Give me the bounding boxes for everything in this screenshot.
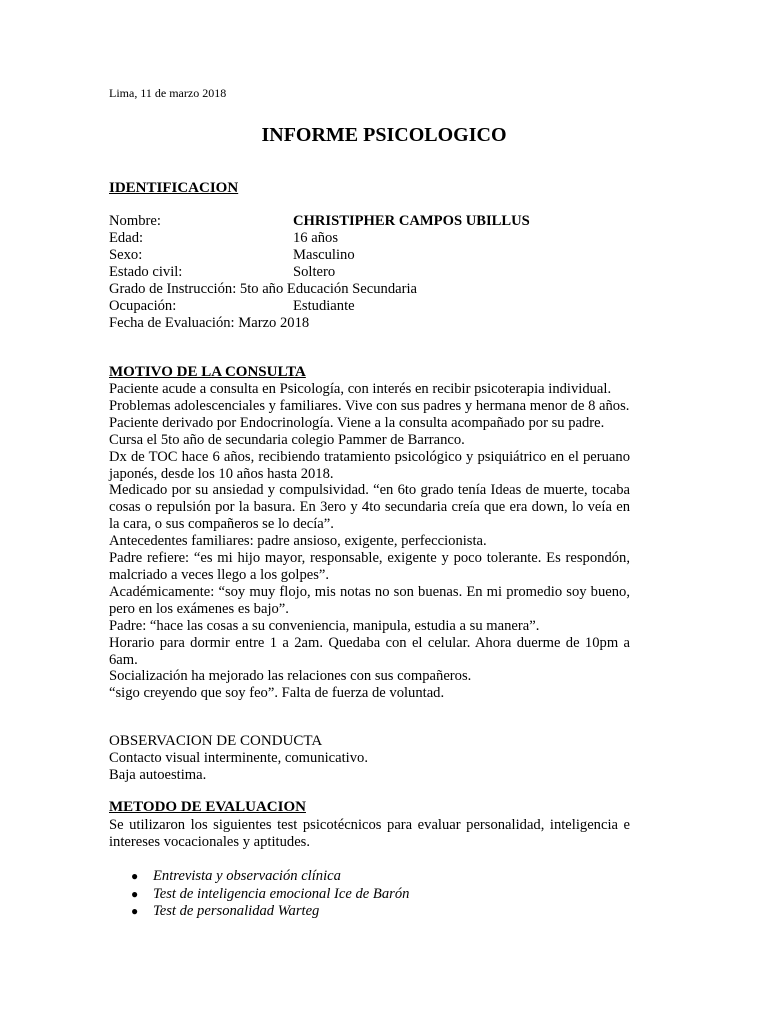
metodo-intro <box>109 817 630 851</box>
edad-label: Edad: <box>109 230 144 246</box>
tests-list <box>109 868 409 921</box>
id-row-fecha <box>109 315 669 332</box>
id-row-grado <box>109 281 669 298</box>
motivo-section <box>109 381 630 702</box>
id-row-sexo <box>109 247 669 264</box>
estado-civil-label: Estado civil: <box>109 264 183 280</box>
motivo-line: Académicamente: “soy muy flojo, mis notas no son buenas. En mi promedio soy bueno, pero en los exámenes es bajo”. <box>109 583 630 617</box>
fecha-evaluacion-text: Fecha de Evaluación: Marzo 2018 <box>109 315 310 331</box>
observacion-heading: OBSERVACION DE CONDUCTA <box>109 733 323 749</box>
estado-civil-value: Soltero <box>293 264 336 280</box>
nombre-value: CHRISTIPHER CAMPOS UBILLUS <box>293 213 530 229</box>
motivo-line: “sigo creyendo que soy feo”. Falta de fuerza de voluntad. <box>109 685 445 702</box>
test-item-label: Entrevista y observación clínica <box>153 868 341 884</box>
ocupacion-label: Ocupación: <box>109 298 177 314</box>
id-row-nombre <box>109 213 669 230</box>
motivo-line: Dx de TOC hace 6 años, recibiendo tratamiento psicológico y psiquiátrico en el peruano japonés, desde los 10 años hasta 2018. <box>109 448 630 482</box>
observacion-section <box>109 750 630 784</box>
sexo-label: Sexo: <box>109 247 143 263</box>
edad-value: 16 años <box>293 230 338 246</box>
list-item <box>109 868 409 886</box>
document-title: INFORME PSICOLOGICO <box>261 124 507 146</box>
identificacion-heading: IDENTIFICACION <box>109 180 239 196</box>
list-item <box>109 903 409 921</box>
bullet-icon: ● <box>131 886 139 901</box>
motivo-line: Padre: “hace las cosas a su conveniencia, manipula, estudia a su manera”. <box>109 617 540 634</box>
id-row-ocupacion <box>109 298 669 315</box>
test-item-label: Test de inteligencia emocional Ice de Barón <box>153 885 410 902</box>
list-item <box>109 886 409 904</box>
document-date: Lima, 11 de marzo 2018 <box>109 86 227 100</box>
bullet-icon: ● <box>131 869 139 883</box>
observacion-line: Contacto visual interminente, comunicativo. <box>109 750 368 766</box>
observacion-line: Baja autoestima. <box>109 766 207 783</box>
motivo-line: Horario para dormir entre 1 a 2am. Quedaba con el celular. Ahora duerme de 10pm a 6am. <box>109 634 630 668</box>
id-row-edad <box>109 230 669 247</box>
motivo-line: Paciente derivado por Endocrinología. Viene a la consulta acompañado por su padre. <box>109 414 605 431</box>
sexo-value: Masculino <box>293 247 355 263</box>
id-row-estado-civil <box>109 264 669 281</box>
ocupacion-value: Estudiante <box>293 298 355 314</box>
motivo-line: Cursa el 5to año de secundaria colegio Pammer de Barranco. <box>109 431 465 448</box>
bullet-icon: ● <box>131 904 139 918</box>
motivo-line: Medicado por su ansiedad y compulsividad. “en 6to grado tenía Ideas de muerte, tocaba cosas o repulsión por la basura. En 3ero y 4to secundaria creía que era down, lo veía en la cara, o sus compañeros se lo decía”. <box>109 482 630 533</box>
motivo-line: Problemas adolescenciales y familiares. Vive con sus padres y hermana menor de 8 años. <box>109 397 630 414</box>
metodo-heading: METODO DE EVALUACION <box>109 799 306 815</box>
motivo-line: Antecedentes familiares: padre ansioso, exigente, perfeccionista. <box>109 533 487 550</box>
metodo-intro-text: Se utilizaron los siguientes test psicotécnicos para evaluar personalidad, inteligencia e intereses vocacionales y aptitudes. <box>109 817 630 850</box>
motivo-heading: MOTIVO DE LA CONSULTA <box>109 364 306 380</box>
grado-instruccion-text: Grado de Instrucción: 5to año Educación Secundaria <box>109 281 417 297</box>
nombre-label: Nombre: <box>109 213 161 229</box>
motivo-line: Socialización ha mejorado las relaciones con sus compañeros. <box>109 668 472 685</box>
motivo-line: Paciente acude a consulta en Psicología, con interés en recibir psicoterapia individual. <box>109 381 612 397</box>
motivo-line: Padre refiere: “es mi hijo mayor, responsable, exigente y poco tolerante. Es respondón, malcriado a veces llego a los golpes”. <box>109 550 630 583</box>
test-item-label: Test de personalidad Warteg <box>153 903 320 919</box>
